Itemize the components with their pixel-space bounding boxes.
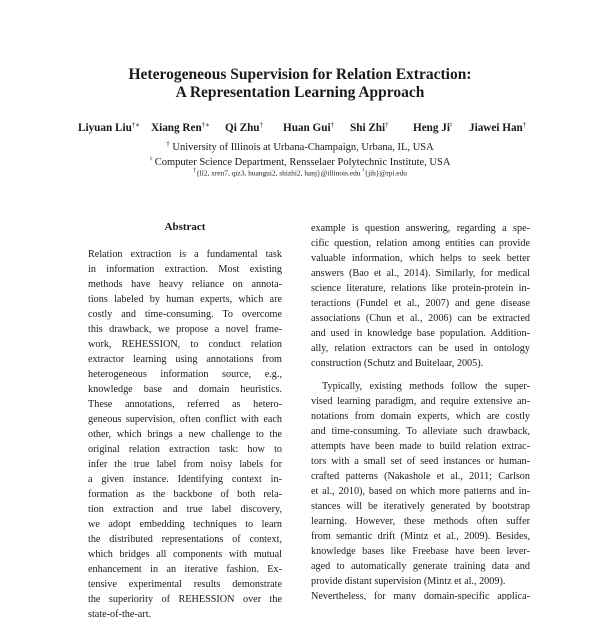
body-line: construction (Schutz and Buitelaar, 2005). xyxy=(311,358,484,369)
abstract-line: this drawback, we propose a novel frame- xyxy=(88,324,282,335)
body-line: et al., 2010), based on which more patterns and in- xyxy=(311,486,530,497)
affiliation-rpi: ♮ Computer Science Department, Rensselaer Polytechnic Institute, USA xyxy=(149,155,451,168)
body-line: tors with a small set of seed instances or human- xyxy=(311,456,530,467)
affiliation-uiuc: † University of Illinois at Urbana-Champaign, Urbana, IL, USA xyxy=(166,140,434,153)
abstract-line: other, which brings a new challenge to the xyxy=(88,429,282,440)
body-line: learning. However, these methods often suffer xyxy=(311,516,530,527)
abstract-line: tions labeled by human experts, which are xyxy=(88,294,282,305)
body-line: science literature, relations like protein-protein in- xyxy=(311,283,530,294)
abstract-line: knowledge base and domain heuristics. xyxy=(88,384,282,395)
body-line: notations from domain experts, which are costly xyxy=(311,411,530,422)
body-line: associations (Chun et al., 2006) can be extracted xyxy=(311,313,530,324)
body-line: teractions (Fundel et al., 2007) and gene disease xyxy=(311,298,530,309)
body-line: Typically, existing methods follow the super- xyxy=(322,381,530,392)
body-line: stances will be iteratively generated by bootstrap xyxy=(311,501,530,512)
abstract-line: tensive experimental results demonstrate xyxy=(88,579,282,590)
author-emails: †{ll2, xren7, qiz3, huangui2, shizhi2, hanj}@illinois.edu ♮{jih}@rpi.edu xyxy=(193,168,407,178)
abstract-line: state-of-the-art. xyxy=(88,609,152,620)
author-xiang-ren: Xiang Ren†∗ xyxy=(151,121,210,134)
abstract-line: we adopt embedding techniques to learn xyxy=(88,519,282,530)
abstract-line: the superiority of REHESSION over the xyxy=(88,594,282,605)
abstract-line: the distributed representations of context, xyxy=(88,534,282,545)
body-line: cific question, relation among entities can provide xyxy=(311,238,530,249)
body-line: crafted patterns (Nakashole et al., 2011; Carlson xyxy=(311,471,530,482)
body-line: vised learning paradigm, and require extensive an- xyxy=(311,396,530,407)
abstract-line: tion extraction and true label discovery, xyxy=(88,504,282,515)
abstract-line: work, REHESSION, to conduct relation xyxy=(88,339,282,350)
body-line: attempts have been made to build relation extrac- xyxy=(311,441,530,452)
abstract-line: extractor learning using annotations from xyxy=(88,354,282,365)
abstract-line: methods have heavy reliance on annota- xyxy=(88,279,282,290)
abstract-line: in information extraction. Most existing xyxy=(88,264,282,275)
body-line: valuable information, which helps to seek better xyxy=(311,253,530,264)
abstract-line: infer the true label from noisy labels for xyxy=(88,459,282,470)
paper-title-line-1: Heterogeneous Supervision for Relation Extraction: xyxy=(128,66,472,83)
author-shi-zhi: Shi Zhi† xyxy=(350,121,389,134)
body-line: and time-consuming. To alleviate such drawback, xyxy=(311,426,530,437)
author-heng-ji: Heng Ji♮ xyxy=(413,121,453,134)
author-list xyxy=(0,121,600,135)
paper-title-line-2: A Representation Learning Approach xyxy=(175,84,425,101)
author-jiawei-han: Jiawei Han† xyxy=(469,121,527,134)
body-line: answers (Bao et al., 2014). Similarly, for medical xyxy=(311,268,530,279)
abstract-line: costly and time-consuming. To overcome xyxy=(88,309,282,320)
body-line: ally, relation extractors can be used in ontology xyxy=(311,343,530,354)
body-line: aged to automatically generate training data and xyxy=(311,561,530,572)
body-line: and used in knowledge base population. Addition- xyxy=(311,328,530,339)
abstract-line: formation as the backbone of both rela- xyxy=(88,489,282,500)
body-line: provide distant supervision (Mintz et al., 2009). xyxy=(311,576,506,587)
abstract-line: geneous supervision, often conflict with each xyxy=(88,414,282,425)
abstract-line: a given instance. Identifying context in- xyxy=(88,474,282,485)
abstract-line: heterogeneous information source, e.g., xyxy=(88,369,282,380)
author-qi-zhu: Qi Zhu† xyxy=(225,121,264,134)
abstract-line: enhancement in an iterative fashion. Ex- xyxy=(88,564,282,575)
body-line: knowledge bases like Freebase have been lever- xyxy=(311,546,530,557)
abstract-line: which bridges all components with mutual xyxy=(88,549,282,560)
abstract-line: These annotations, referred as hetero- xyxy=(88,399,282,410)
abstract-text xyxy=(88,247,282,620)
body-line: Nevertheless, for many domain-specific applica- xyxy=(311,591,530,600)
introduction-text xyxy=(311,221,530,600)
abstract-line: Relation extraction is a fundamental task xyxy=(88,249,282,260)
body-line: from semantic drift (Mintz et al., 2009). Besides, xyxy=(311,531,530,542)
body-line: example is question answering, regarding a spe- xyxy=(311,223,530,234)
author-huan-gui: Huan Gui† xyxy=(283,121,335,134)
abstract-heading: Abstract xyxy=(164,221,206,233)
author-liyuan-liu: Liyuan Liu†∗ xyxy=(78,121,141,134)
abstract-line: original relation extraction task: how to xyxy=(88,444,282,455)
